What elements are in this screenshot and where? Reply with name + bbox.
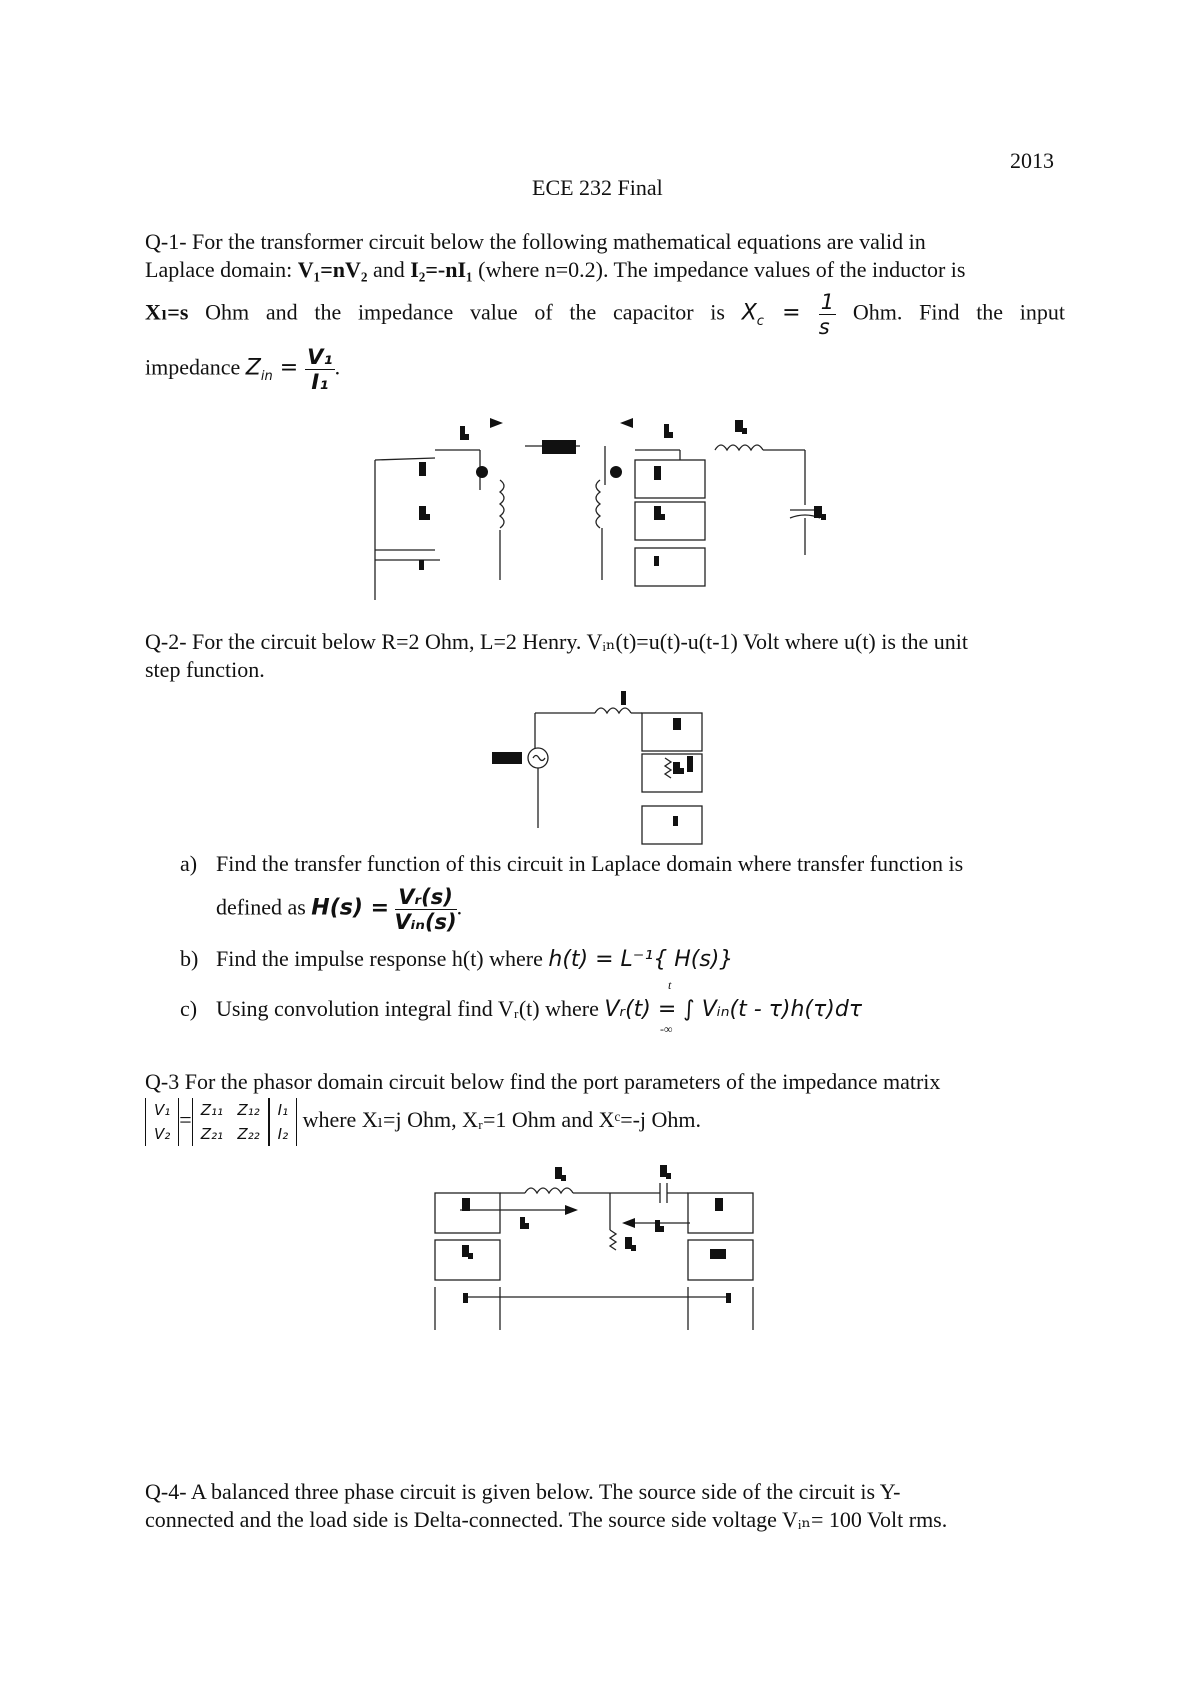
- voltage-vector: V₁ V₂: [145, 1098, 179, 1146]
- q1-line-2: Laplace domain: V₁=nV₂ and I₂=-nI₁ (where n=0.2). The impedance values of the inductor is: [145, 257, 966, 282]
- transfer-function-fraction: $\frac{\text{Vᵣ(s)}}{\text{Vᵢₙ(s)}}$: [394, 885, 457, 934]
- q2-paragraph: [145, 628, 1065, 684]
- q3-line-1: Q-3 For the phasor domain circuit below find the port parameters of the impedance matrix: [145, 1069, 941, 1094]
- zin-fraction: $\frac{\text{V₁}}{\text{I₁}}$: [307, 345, 333, 394]
- q3-paragraph: [145, 1068, 1065, 1146]
- q2-line-1: Q-2- For the circuit below R=2 Ohm, L=2 Henry. Vᵢₙ(t)=u(t)-u(t-1) Volt where u(t) is the unit: [145, 629, 969, 654]
- q4-line-2: connected and the load side is Delta-connected. The source side voltage Vᵢₙ= 100 Volt rms.: [145, 1507, 948, 1532]
- integral-upper-limit: t: [668, 978, 672, 992]
- q2-item-b: b) Find the impulse response h(t) where h(t) = L⁻¹{ H(s)}: [180, 946, 734, 972]
- q3-two-port-circuit: [430, 1165, 780, 1335]
- q2-rl-circuit: [490, 688, 720, 848]
- q1-line-4: impedance $Z_{in}$ = $\frac{\text{V₁}}{\text{I₁}}$ .: [145, 345, 341, 394]
- current-vector: I₁ I₂: [269, 1098, 297, 1146]
- q1-transformer-circuit: [370, 410, 830, 600]
- exam-year: 2013: [1010, 148, 1054, 173]
- q4-paragraph: [145, 1478, 1065, 1534]
- xc-fraction: $\frac{1}{s}$: [818, 290, 835, 339]
- q2-item-a-cont: defined as H(s) = $\frac{\text{Vᵣ(s)}}{\text{Vᵢₙ(s)}}$ .: [216, 885, 463, 934]
- q2-item-c: c) Using convolution integral find Vᵣ(t) where Vᵣ(t) = ∫ Vᵢₙ(t - τ)h(τ)dτ: [180, 996, 863, 1022]
- integral-lower-limit: -∞: [660, 1022, 673, 1036]
- q1-line-3: Xₗ=s Ohm and the impedance value of the capacitor is $X_c$ = $\frac{1}{s}$ Ohm. Find the input: [145, 290, 1066, 339]
- impedance-matrix: Z₁₁ Z₁₂ Z₂₁ Z₂₂: [192, 1098, 269, 1146]
- q2-item-a: a) Find the transfer function of this circuit in Laplace domain where transfer function is: [180, 851, 964, 876]
- q1-line-1: Q-1- For the transformer circuit below the following mathematical equations are valid in: [145, 229, 926, 254]
- q3-matrix-line: V₁ V₂= Z₁₁ Z₁₂ Z₂₁ Z₂₂I₁ I₂ where Xₗ=j Ohm, Xᵣ=1 Ohm and Xᶜ=-j Ohm.: [145, 1098, 1065, 1146]
- q1-paragraph: [145, 228, 1065, 394]
- q4-line-1: Q-4- A balanced three phase circuit is given below. The source side of the circuit is Y-: [145, 1479, 901, 1504]
- exam-title: ECE 232 Final: [532, 175, 663, 200]
- q2-line-2: step function.: [145, 657, 265, 682]
